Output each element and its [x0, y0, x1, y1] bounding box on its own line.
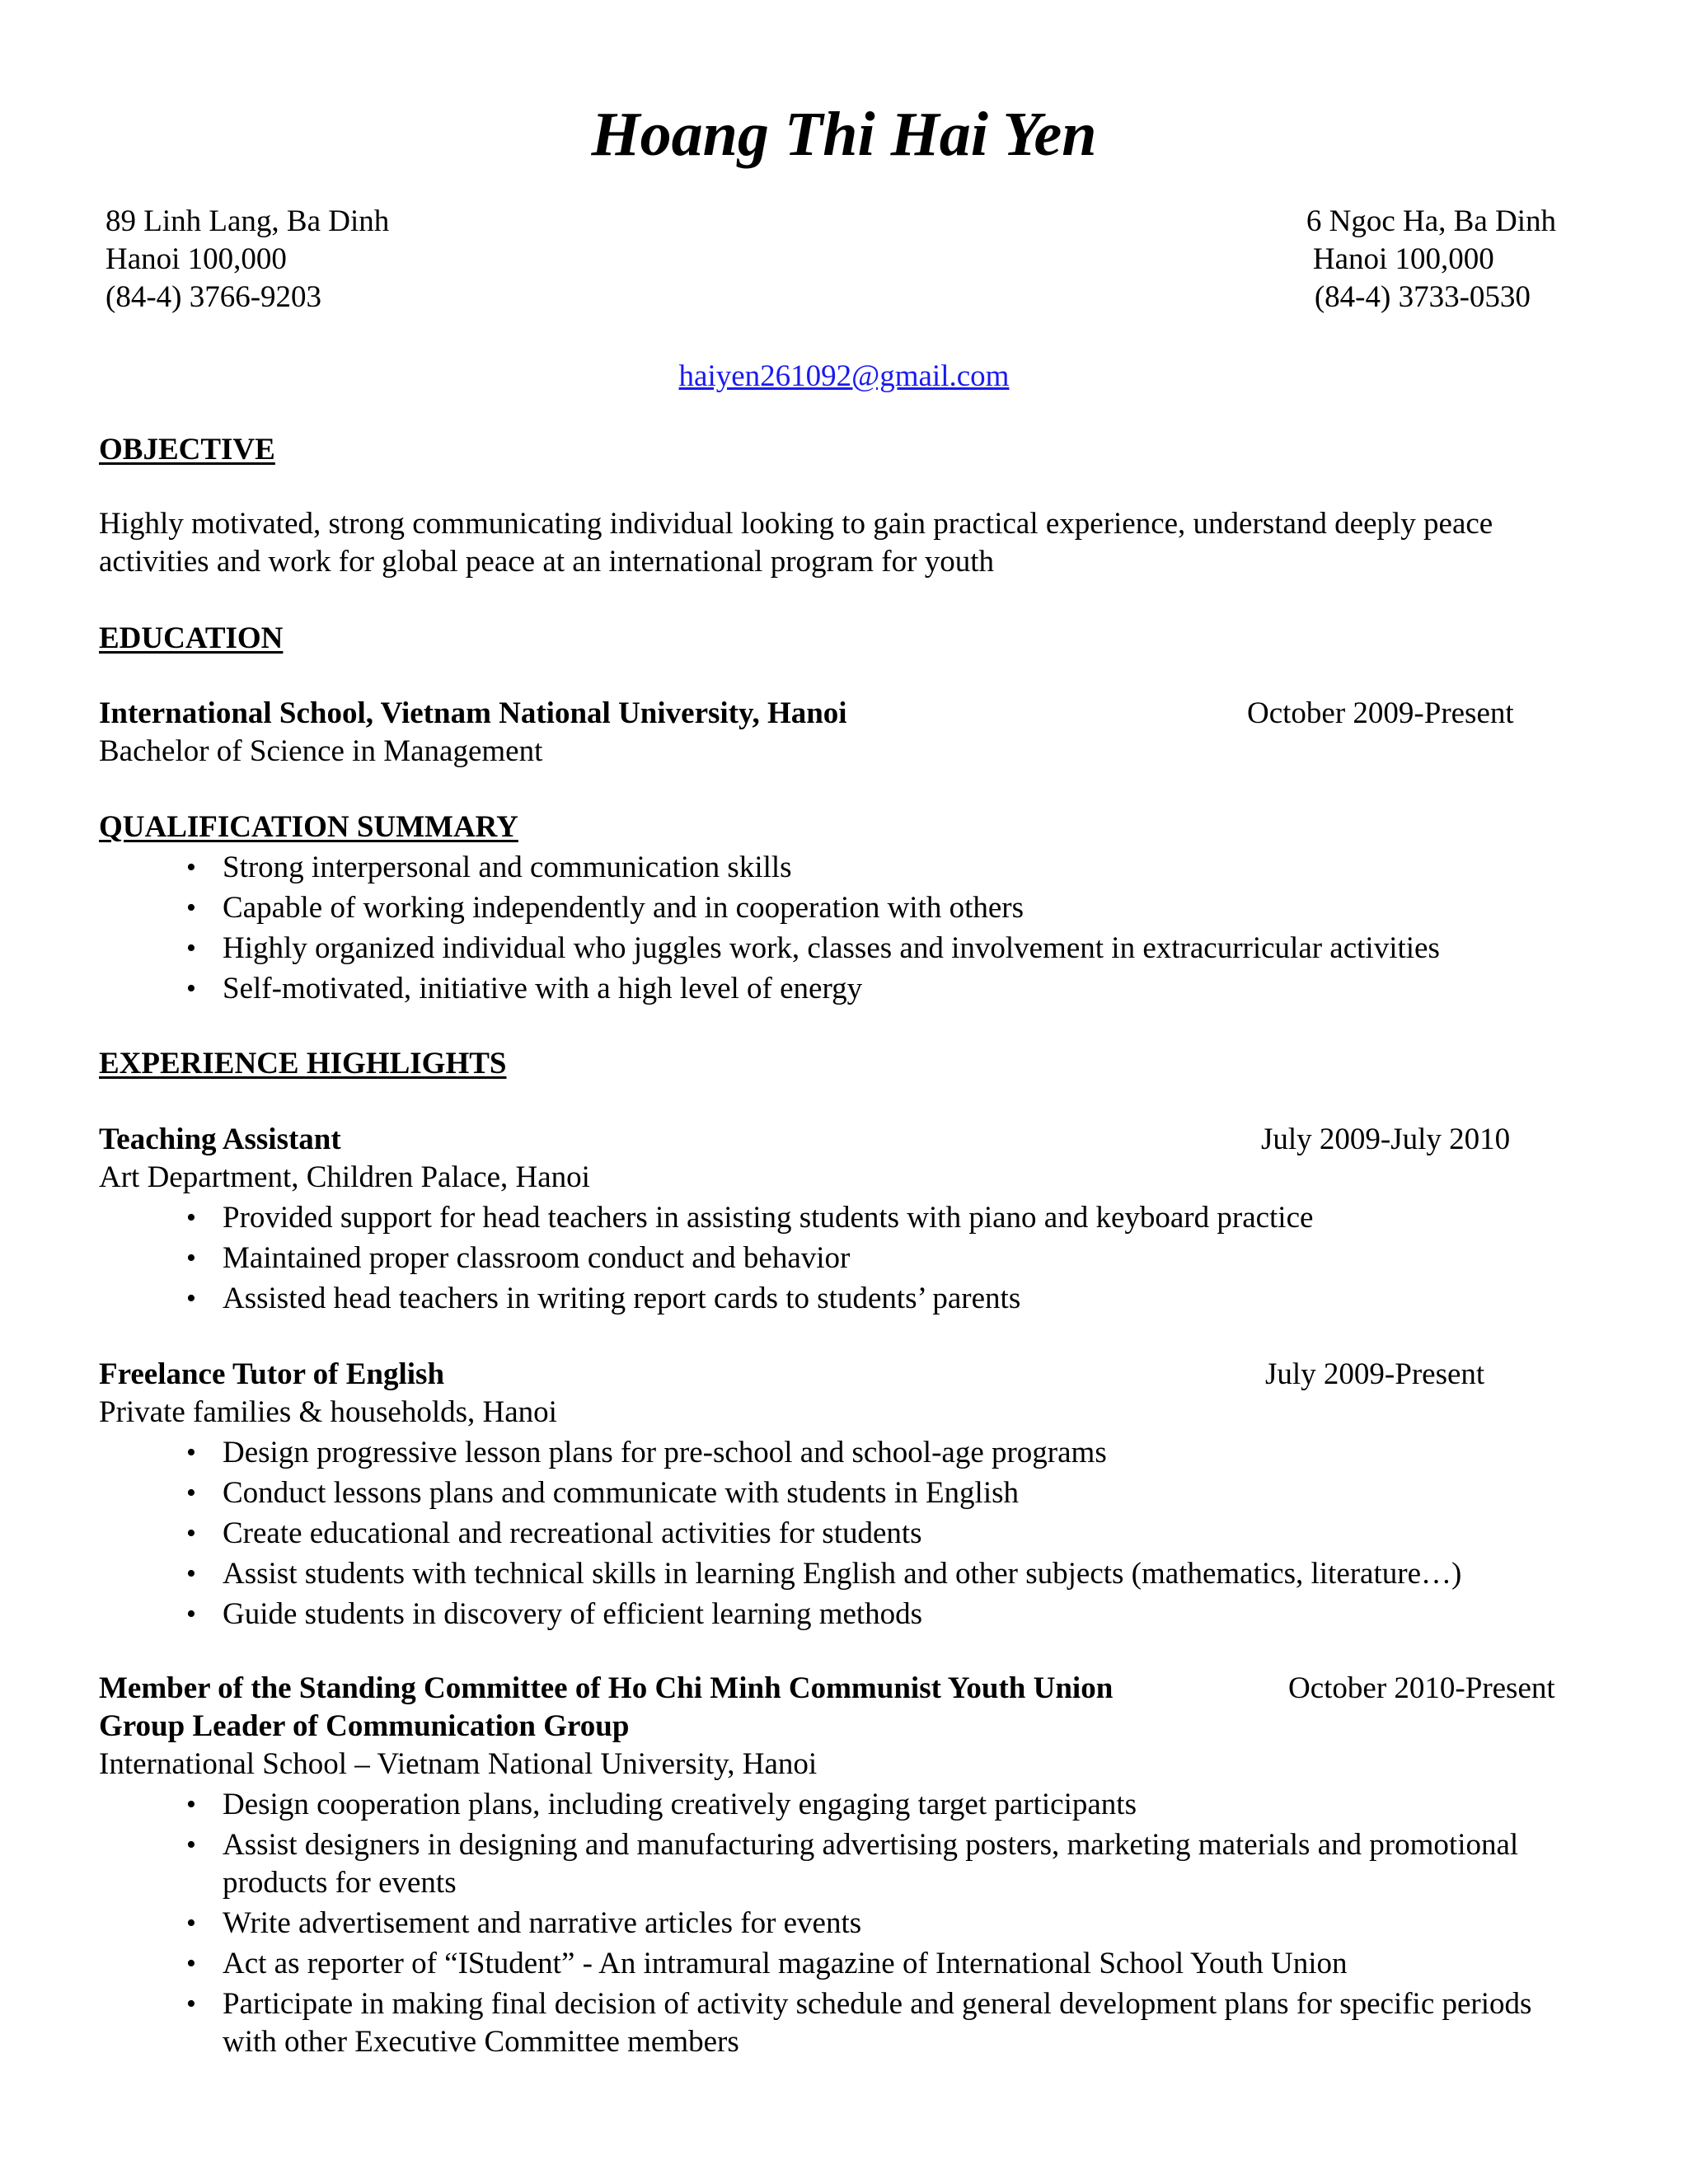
job-subtitle-row — [99, 1708, 1550, 1746]
job-bullets — [99, 1786, 1550, 2061]
job-bullets — [99, 1199, 1550, 1318]
list-item: • Provided support for head teachers in assisting students with piano and keyboard practice — [223, 1199, 1550, 1237]
experience-section — [99, 1045, 1550, 1083]
job-org: International School – Vietnam National University, Hanoi — [99, 1747, 818, 1781]
job-title: Teaching Assistant — [99, 1122, 341, 1156]
address-left-phone: (84-4) 3766-9203 — [106, 280, 322, 314]
job-date: October 2010-Present — [1288, 1671, 1555, 1705]
job-teaching-assistant — [99, 1121, 1550, 1318]
education-heading: EDUCATION — [99, 621, 284, 655]
list-item: • Capable of working independently and in cooperation with others — [223, 889, 1550, 927]
email-row — [0, 358, 1688, 396]
email-link[interactable]: haiyen261092@gmail.com — [678, 359, 1010, 393]
address-right-street: 6 Ngoc Ha, Ba Dinh — [1306, 204, 1556, 238]
education-degree: Bachelor of Science in Management — [99, 734, 543, 768]
qualification-heading: QUALIFICATION SUMMARY — [99, 810, 518, 844]
list-item: • Assisted head teachers in writing report cards to students’ parents — [223, 1280, 1550, 1318]
experience-heading: EXPERIENCE HIGHLIGHTS — [99, 1047, 507, 1080]
address-right — [1306, 203, 1556, 316]
list-item: • Strong interpersonal and communication skills — [223, 849, 1550, 887]
list-item: • Design progressive lesson plans for pre-school and school-age programs — [223, 1434, 1550, 1472]
job-title-row — [99, 1121, 1550, 1159]
list-item: • Write advertisement and narrative articles for events — [223, 1905, 1550, 1943]
list-item: • Conduct lessons plans and communicate with students in English — [223, 1474, 1550, 1512]
objective-text: Highly motivated, strong communicating individual looking to gain practical experience, understand deeply peace activities and work for global peace at an international program for youth — [99, 507, 1493, 579]
job-org: Art Department, Children Palace, Hanoi — [99, 1160, 590, 1194]
job-org: Private families & households, Hanoi — [99, 1395, 557, 1429]
list-item: • Assist designers in designing and manufacturing advertising posters, marketing materials and promotional products for events — [223, 1826, 1550, 1902]
education-row — [99, 695, 1550, 733]
job-freelance-tutor — [99, 1356, 1550, 1633]
job-date: July 2009-July 2010 — [1261, 1122, 1511, 1156]
education-section — [99, 620, 1550, 771]
list-item: • Maintained proper classroom conduct and behavior — [223, 1240, 1550, 1277]
list-item: • Act as reporter of “IStudent” - An intramural magazine of International School Youth Union — [223, 1945, 1550, 1983]
address-left — [106, 203, 389, 316]
job-date: July 2009-Present — [1265, 1357, 1485, 1391]
list-item: • Self-motivated, initiative with a high level of energy — [223, 970, 1550, 1008]
address-left-street: 89 Linh Lang, Ba Dinh — [106, 204, 390, 238]
address-right-phone: (84-4) 3733-0530 — [1314, 280, 1531, 314]
objective-section — [99, 431, 1550, 581]
job-title: Freelance Tutor of English — [99, 1357, 445, 1391]
list-item: • Assist students with technical skills in learning English and other subjects (mathematics, literature…) — [223, 1555, 1550, 1593]
job-title-row — [99, 1356, 1550, 1394]
list-item: • Guide students in discovery of efficient learning methods — [223, 1596, 1550, 1633]
address-left-city: Hanoi 100,000 — [106, 242, 287, 276]
job-title-row — [99, 1670, 1555, 1708]
education-date: October 2009-Present — [1247, 696, 1514, 730]
list-item: • Create educational and recreational activities for students — [223, 1515, 1550, 1553]
qualification-section — [99, 808, 1550, 1008]
job-title: Member of the Standing Committee of Ho Chi Minh Communist Youth Union — [99, 1671, 1114, 1705]
job-bullets — [99, 1434, 1550, 1633]
job-youth-union — [99, 1670, 1555, 2061]
list-item: • Design cooperation plans, including creatively engaging target participants — [223, 1786, 1550, 1824]
candidate-name: Hoang Thi Hai Yen — [591, 100, 1097, 169]
objective-heading: OBJECTIVE — [99, 433, 275, 466]
job-subtitle: Group Leader of Communication Group — [99, 1709, 630, 1743]
education-school: International School, Vietnam National University, Hanoi — [99, 696, 847, 730]
address-right-city: Hanoi 100,000 — [1312, 242, 1494, 276]
list-item: • Highly organized individual who juggles work, classes and involvement in extracurricular activities — [223, 930, 1550, 968]
qualification-list — [99, 849, 1550, 1008]
list-item: • Participate in making final decision of activity schedule and general development plans for specific periods with other Executive Committee members — [223, 1985, 1550, 2061]
